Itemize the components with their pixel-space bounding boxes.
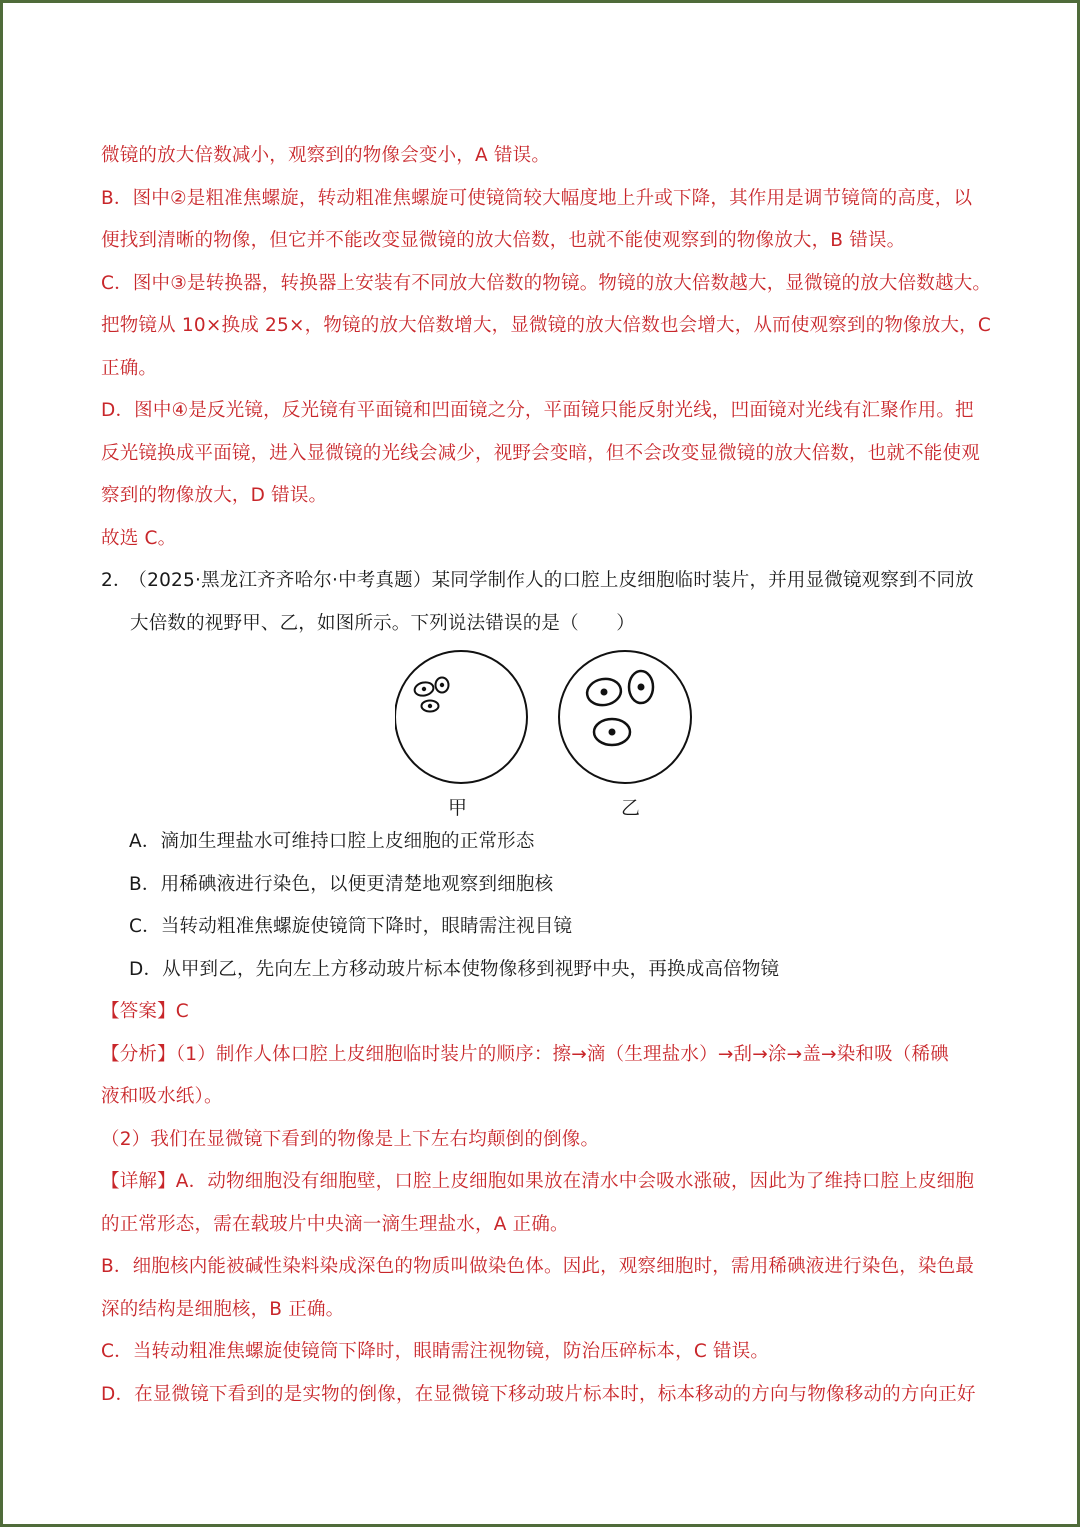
detail-line: 【详解】A．动物细胞没有细胞壁，口腔上皮细胞如果放在清水中会吸水涨破，因此为了维持口腔上皮细胞 [101, 1171, 975, 1192]
page-content [101, 135, 1001, 1416]
figure-label-jia: 甲 [448, 797, 468, 819]
explanation-line: 便找到清晰的物像，但它并不能改变显微镜的放大倍数，也就不能使观察到的物像放大，B 错误。 [101, 230, 906, 251]
analysis-line: 液和吸水纸）。 [101, 1086, 223, 1107]
question-number: 2． [101, 570, 132, 591]
explanation-line: D．图中④是反光镜，反光镜有平面镜和凹面镜之分，平面镜只能反射光线，凹面镜对光线有汇聚作用。把 [101, 400, 974, 421]
option-a: A．滴加生理盐水可维持口腔上皮细胞的正常形态 [129, 831, 535, 852]
question-text: （2025·黑龙江齐齐哈尔·中考真题）某同学制作人的口腔上皮细胞临时装片，并用显微镜观察到不同放 [137, 570, 974, 591]
detail-line: C．当转动粗准焦螺旋使镜筒下降时，眼睛需注视物镜，防治压碎标本，C 错误。 [101, 1341, 770, 1362]
explanation-line: 微镜的放大倍数减小，观察到的物像会变小，A 错误。 [101, 145, 551, 166]
explanation-line: 察到的物像放大，D 错误。 [101, 485, 328, 506]
figure-label-yi: 乙 [621, 797, 641, 819]
question-stem-line: 大倍数的视野甲、乙，如图所示。下列说法错误的是（ ） [130, 612, 635, 634]
detail-line: 的正常形态，需在载玻片中央滴一滴生理盐水，A 正确。 [101, 1213, 569, 1235]
option-c: C．当转动粗准焦螺旋使镜筒下降时，眼睛需注视目镜 [129, 916, 573, 937]
detail-line: 深的结构是细胞核，B 正确。 [101, 1298, 345, 1320]
detail-line: B．细胞核内能被碱性染料染成深色的物质叫做染色体。因此，观察细胞时，需用稀碘液进行染色，染色最 [101, 1256, 975, 1277]
conclusion-line: 故选 C。 [101, 527, 177, 549]
answer-line: 【答案】C [101, 1001, 189, 1022]
field-jia [395, 651, 527, 783]
microscope-figure [101, 647, 1001, 819]
analysis-line: （2）我们在显微镜下看到的物像是上下左右均颠倒的倒像。 [101, 1128, 600, 1150]
detail-line: D．在显微镜下看到的是实物的倒像，在显微镜下移动玻片标本时，标本移动的方向与物像移动的方向正好 [101, 1383, 976, 1405]
explanation-line: 正确。 [101, 357, 158, 379]
option-b: B．用稀碘液进行染色，以便更清楚地观察到细胞核 [129, 873, 554, 895]
explanation-line: 把物镜从 10×换成 25×，物镜的放大倍数增大，显微镜的放大倍数也会增大，从而使观察到的物像放大，C [101, 315, 991, 336]
explanation-line: B．图中②是粗准焦螺旋，转动粗准焦螺旋可使镜筒较大幅度地上升或下降，其作用是调节镜筒的高度，以 [101, 187, 973, 209]
option-d: D．从甲到乙，先向左上方移动玻片标本使物像移到视野中央，再换成高倍物镜 [129, 958, 780, 980]
question-stem-line [101, 560, 1001, 603]
explanation-line: 反光镜换成平面镜，进入显微镜的光线会减少，视野会变暗，但不会改变显微镜的放大倍数，也就不能使观 [101, 442, 980, 464]
analysis-line: 【分析】（1）制作人体口腔上皮细胞临时装片的顺序：擦→滴（生理盐水）→刮→涂→盖→染和吸（稀碘 [101, 1043, 949, 1065]
field-of-view-diagram [395, 647, 695, 789]
field-yi [559, 651, 691, 783]
explanation-line: C．图中③是转换器，转换器上安装有不同放大倍数的物镜。物镜的放大倍数越大，显微镜的放大倍数越大。 [101, 272, 992, 294]
